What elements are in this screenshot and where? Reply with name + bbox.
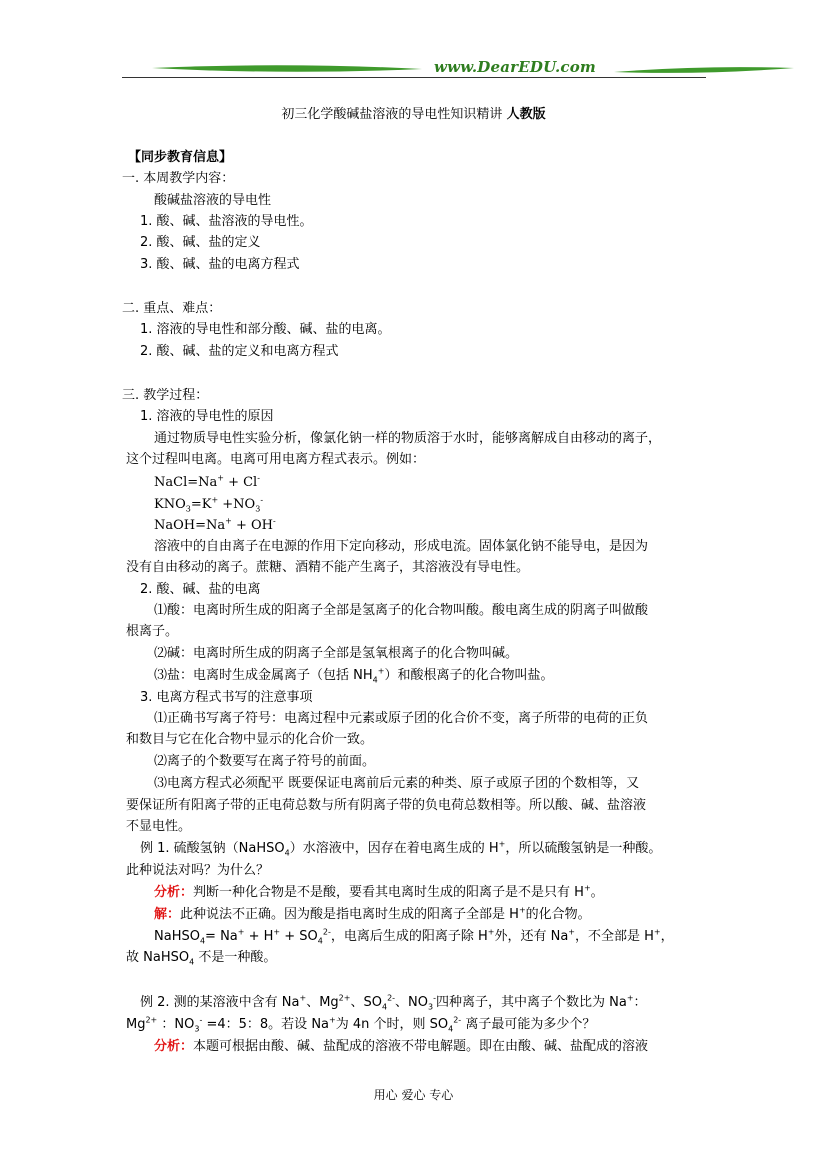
paragraph-line: 根离子。 bbox=[126, 624, 179, 639]
example-1-analysis: 分析：判断一种化合物是不是酸，要看其电离时生成的阳离子是不是只有 H+。 bbox=[154, 883, 604, 900]
swoosh-left-decoration bbox=[152, 64, 422, 74]
page-header bbox=[122, 58, 706, 82]
list-item: 3. 酸、碱、盐的电离方程式 bbox=[140, 257, 300, 272]
example-1-equation: NaHSO$_4$= $Na^+ + H^+ + SO_4^{2-}$，电离后生成的阳离子除 H+外，还有 Na+，不全部是 H+， bbox=[154, 927, 674, 946]
example-2-analysis: 分析：本题可根据由酸、碱、盐配成的溶液不带电解题。即在由酸、碱、盐配成的溶液 bbox=[154, 1039, 649, 1054]
paragraph-line: 没有自由移动的离子。蔗糖、酒精不能产生离子，其溶液没有导电性。 bbox=[126, 560, 530, 575]
paragraph-line: ⑴酸：电离时所生成的阳离子全部是氢离子的化合物叫酸。酸电离生成的阴离子叫做酸 bbox=[154, 603, 649, 618]
equation-naoh: NaOH=Na+ + OH- bbox=[154, 516, 276, 533]
subsection-title: 1. 溶液的导电性的原因 bbox=[140, 409, 274, 424]
example-1-question: 例 1. 硫酸氢钠（NaHSO$_4$）水溶液中，因存在着电离生成的 H+，所以硫酸氢钠是一种酸。 bbox=[140, 839, 662, 858]
equation-nacl: NaCl=Na+ + Cl- bbox=[154, 473, 260, 490]
paragraph-line: ⑴正确书写离子符号：电离过程中元素或原子团的化合价不变，离子所带的电荷的正负 bbox=[154, 711, 649, 726]
header-rule bbox=[122, 77, 706, 78]
document-title: 初三化学酸碱盐溶液的导电性知识精讲 人教版 bbox=[281, 107, 546, 122]
paragraph-line: ⑶电离方程式必须配平 既要保证电离前后元素的种类、原子或原子团的个数相等，又 bbox=[154, 776, 640, 791]
list-item: 2. 酸、碱、盐的定义和电离方程式 bbox=[140, 344, 339, 359]
section-sync-info: 【同步教育信息】 bbox=[128, 150, 233, 165]
subsection-title: 2. 酸、碱、盐的电离 bbox=[140, 582, 261, 597]
example-2-question: 例 2. 测的某溶液中含有 Na+、$Mg^{2+}$、$SO_4^{2-}$、$NO_3^-$四种离子，其中离子个数比为 Na+： bbox=[140, 993, 647, 1012]
section-1-heading: 一. 本周教学内容： bbox=[122, 171, 235, 186]
paragraph-line: 溶液中的自由离子在电源的作用下定向移动，形成电流。固体氯化钠不能导电，是因为 bbox=[154, 539, 649, 554]
paragraph-line: ⑵离子的个数要写在离子符号的前面。 bbox=[154, 754, 376, 769]
example-1-conclusion: 故 NaHSO$_4$ 不是一种酸。 bbox=[126, 950, 277, 967]
list-item: 1. 溶液的导电性和部分酸、碱、盐的电离。 bbox=[140, 322, 391, 337]
site-logo[interactable]: www.DearEDU.com bbox=[434, 58, 597, 76]
paragraph-line: 要保证所有阳离子带的正电荷总数与所有阴离子带的负电荷总数相等。所以酸、碱、盐溶液 bbox=[126, 798, 647, 813]
example-2-question: $Mg^{2+}$ ：$NO_3^- =4$：5：8。若设 Na+为 4n 个时，则 $SO_4^{2-}$ 离子最可能为多少个？ bbox=[126, 1015, 596, 1034]
section-1-topic: 酸碱盐溶液的导电性 bbox=[154, 193, 272, 208]
section-2-heading: 二. 重点、难点： bbox=[122, 301, 222, 316]
page-footer: 用心 爱心 专心 bbox=[373, 1088, 454, 1102]
example-1-question: 此种说法对吗？为什么？ bbox=[126, 863, 270, 878]
paragraph-line: ⑵碱：电离时所生成的阴离子全部是氢氧根离子的化合物叫碱。 bbox=[154, 646, 519, 661]
equation-kno3: $KNO_3=K^+ +NO_3^-$ bbox=[154, 495, 264, 514]
paragraph-line: ⑶盐：电离时生成金属离子（包括 $NH_4^+$）和酸根离子的化合物叫盐。 bbox=[154, 666, 554, 685]
paragraph-line: 不显电性。 bbox=[126, 819, 192, 834]
list-item: 2. 酸、碱、盐的定义 bbox=[140, 235, 261, 250]
subsection-title: 3. 电离方程式书写的注意事项 bbox=[140, 690, 313, 705]
section-3-heading: 三. 教学过程： bbox=[122, 388, 209, 403]
paragraph-line: 这个过程叫电离。电离可用电离方程式表示。例如： bbox=[126, 452, 426, 467]
paragraph-line: 通过物质导电性实验分析，像氯化钠一样的物质溶于水时，能够离解成自由移动的离子， bbox=[154, 431, 662, 446]
paragraph-line: 和数目与它在化合物中显示的化合价一致。 bbox=[126, 732, 374, 747]
list-item: 1. 酸、碱、盐溶液的导电性。 bbox=[140, 214, 313, 229]
example-1-answer: 解：此种说法不正确。因为酸是指电离时生成的阳离子全部是 H+的化合物。 bbox=[154, 905, 591, 922]
swoosh-right-decoration bbox=[614, 66, 794, 74]
